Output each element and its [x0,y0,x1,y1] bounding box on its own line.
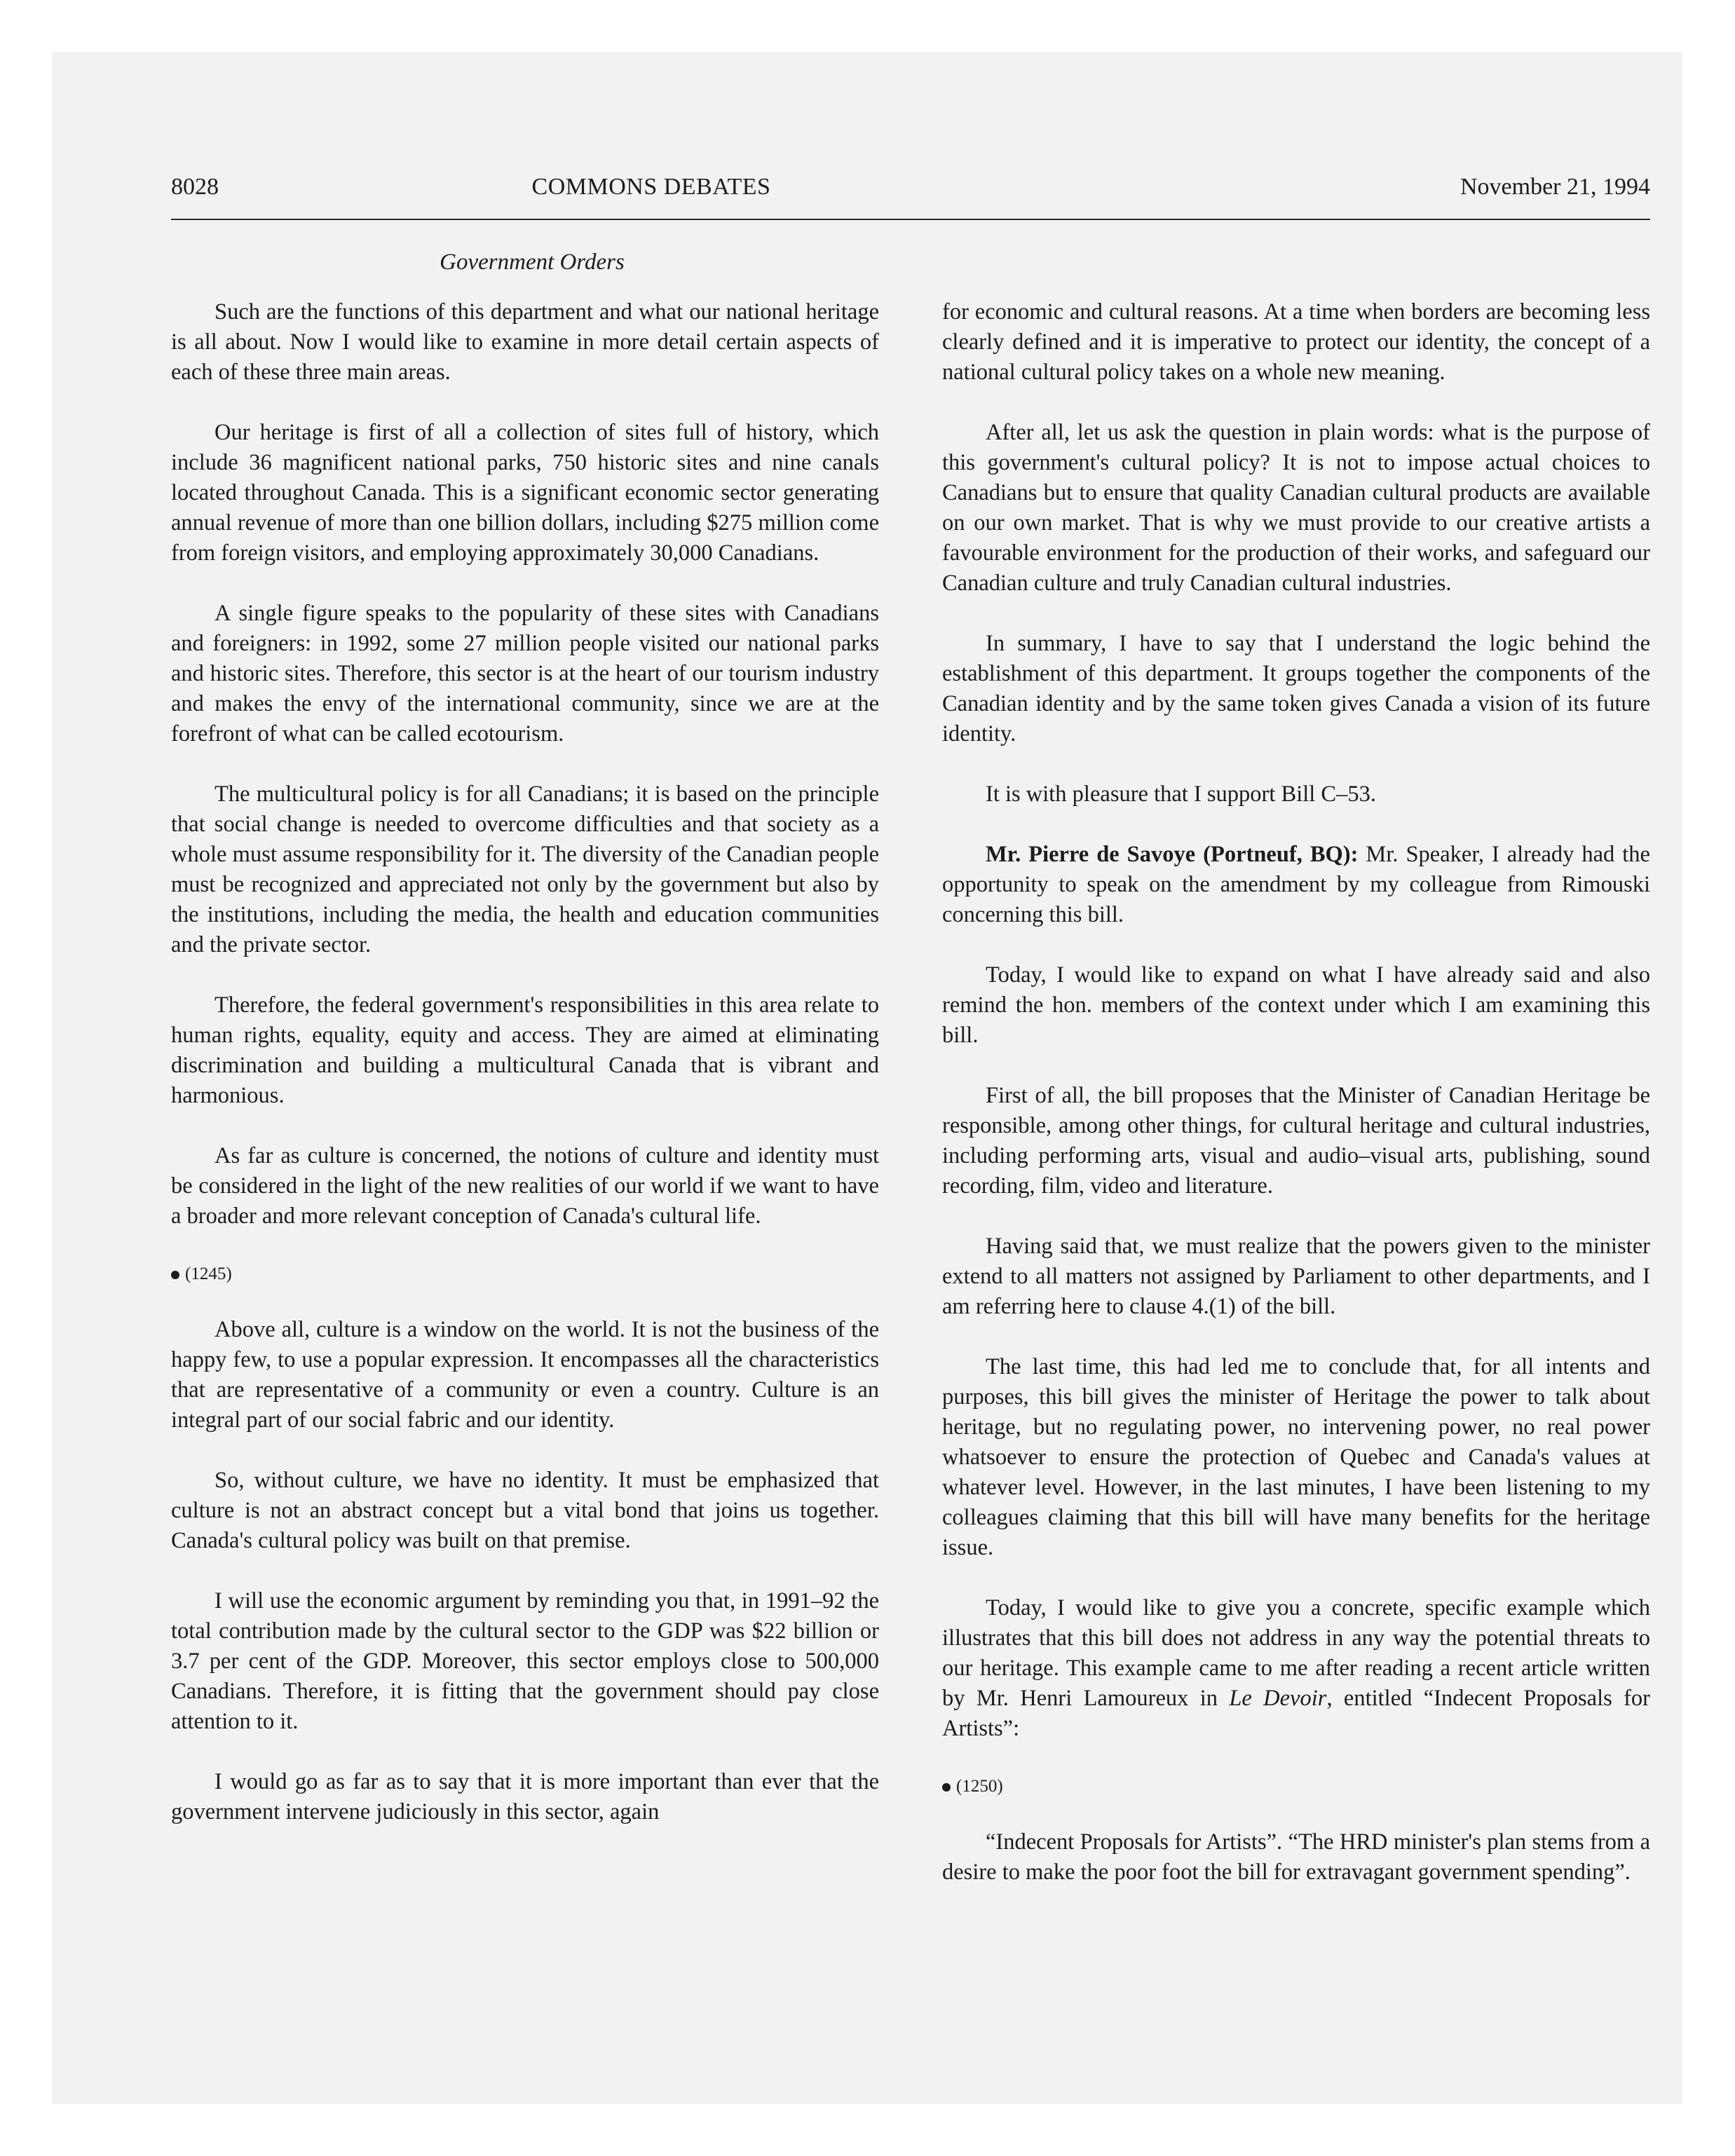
paragraph: After all, let us ask the question in plain words: what is the purpose of this government's cultural policy? It is not to impose actual choices to Canadians but to ensure that quality Canadian cultural products are available on our own market. That is why we must provide to our creative artists a favourable environment for the production of their works, and safeguard our Canadian culture and truly Canadian cultural industries. [942,420,1650,596]
paragraph: I will use the economic argument by reminding you that, in 1991–92 the total contribution made by the cultural sector to the GDP was $22 billion or 3.7 per cent of the GDP. Moreover, this sector employs close to 500,000 Canadians. Therefore, it is fitting that the government should pay close attention to it. [171,1588,879,1734]
speech-paragraph [942,840,1650,930]
paragraph: As far as culture is concerned, the notions of culture and identity must be considered in the light of the new realities of our world if we want to have a broader and more relevant conception of Canada's cultural life. [171,1143,879,1229]
paragraph: Above all, culture is a window on the world. It is not the business of the happy few, to use a popular expression. It encompasses all the characteristics that are representative of a community or even a country. Culture is an integral part of our social fabric and our identity. [171,1317,879,1433]
paragraph: So, without culture, we have no identity. It must be emphasized that culture is not an abstract concept but a vital bond that joins us together. Canada's cultural policy was built on that premise. [171,1468,879,1553]
section-label: Government Orders [440,250,625,275]
paragraph [942,1593,1650,1744]
right-column [942,297,1650,1918]
running-header [171,174,1650,216]
paragraph: First of all, the bill proposes that the Minister of Canadian Heritage be responsible, among other things, for cultural heritage and cultural industries, including performing arts, visual and audio–visual arts, publishing, sound recording, film, video and literature. [942,1083,1650,1199]
header-rule [171,219,1650,220]
paragraph: The multicultural policy is for all Canadians; it is based on the principle that social change is needed to overcome difficulties and that society as a whole must assume responsibility for it. The diversity of the Canadian people must be recognized and appreciated not only by the government but also by the institutions, including the media, the health and education communities and the private sector. [171,782,879,957]
speaker-name: Mr. Pierre de Savoye (Portneuf, BQ): [986,842,1359,867]
paragraph: I would go as far as to say that it is more important than ever that the government intervene judiciously in this sector, again [171,1769,879,1824]
left-column [171,297,879,1857]
time-marker-text: (1250) [956,1777,1003,1796]
time-marker [171,1262,879,1287]
paragraph: The last time, this had led me to conclude that, for all intents and purposes, this bill gives the minister of Heritage the power to talk about heritage, but no regulating power, no intervening power, no real power whatsoever to ensure the protection of Quebec and Canada's values at whatever level. However, in the last minutes, I have been listening to my colleagues claiming that this bill will have many benefits for the heritage issue. [942,1354,1650,1560]
paragraph-text: , entitled “Indecent Proposals for Artists”: [942,1686,1650,1741]
speech-text: Mr. Speaker, I already had the opportunity to speak on the amendment by my colleague from Rimouski concerning this bill. [942,842,1650,927]
publication-title: COMMONS DEBATES [531,174,771,200]
paragraph: It is with pleasure that I support Bill C–53. [986,782,1376,807]
paragraph: In summary, I have to say that I understand the logic behind the establishment of this department. It groups together the components of the Canadian identity and by the same token gives Canada a vision of its future identity. [942,631,1650,746]
paragraph-continued: for economic and cultural reasons. At a time when borders are becoming less clearly defined and it is imperative to protect our identity, the concept of a national cultural policy takes on a whole new meaning. [942,299,1650,385]
newspaper-title: Le Devoir [1229,1686,1327,1711]
scanned-page-background [52,52,1682,2104]
bullet-icon [942,1783,951,1792]
paragraph: Therefore, the federal government's responsibilities in this area relate to human rights, equality, equity and access. They are aimed at eliminating discrimination and building a multicultural Canada that is vibrant and harmonious. [171,992,879,1108]
quotation-paragraph: “Indecent Proposals for Artists”. “The HRD minister's plan stems from a desire to make the poor foot the bill for extravagant government spending”. [942,1829,1650,1885]
paragraph: Having said that, we must realize that the powers given to the minister extend to all matters not assigned by Parliament to other departments, and I am referring here to clause 4.(1) of the bill. [942,1234,1650,1319]
paragraph: Our heritage is first of all a collection of sites full of history, which include 36 magnificent national parks, 750 historic sites and nine canals located throughout Canada. This is a significant economic sector generating annual revenue of more than one billion dollars, including $275 million come from foreign visitors, and employing approximately 30,000 Canadians. [171,420,879,566]
paragraph-text: Today, I would like to give you a concrete, specific example which illustrates that this bill does not address in any way the potential threats to our heritage. This example came to me after reading a recent article written by Mr. Henri Lamoureux in [942,1595,1650,1711]
bullet-icon [171,1271,179,1279]
time-marker [942,1774,1650,1799]
page-number: 8028 [171,174,219,200]
paragraph: Today, I would like to expand on what I have already said and also remind the hon. members of the context under which I am examining this bill. [942,962,1650,1048]
sitting-date: November 21, 1994 [1460,174,1650,200]
paragraph: A single figure speaks to the popularity of these sites with Canadians and foreigners: in 1992, some 27 million people visited our national parks and historic sites. Therefore, this sector is at the heart of our tourism industry and makes the envy of the international community, since we are at the forefront of what can be called ecotourism. [171,601,879,746]
hansard-page [171,171,1650,2028]
time-marker-text: (1245) [185,1264,232,1283]
paragraph: Such are the functions of this department and what our national heritage is all about. Now I would like to examine in more detail certain aspects of each of these three main areas. [171,299,879,385]
